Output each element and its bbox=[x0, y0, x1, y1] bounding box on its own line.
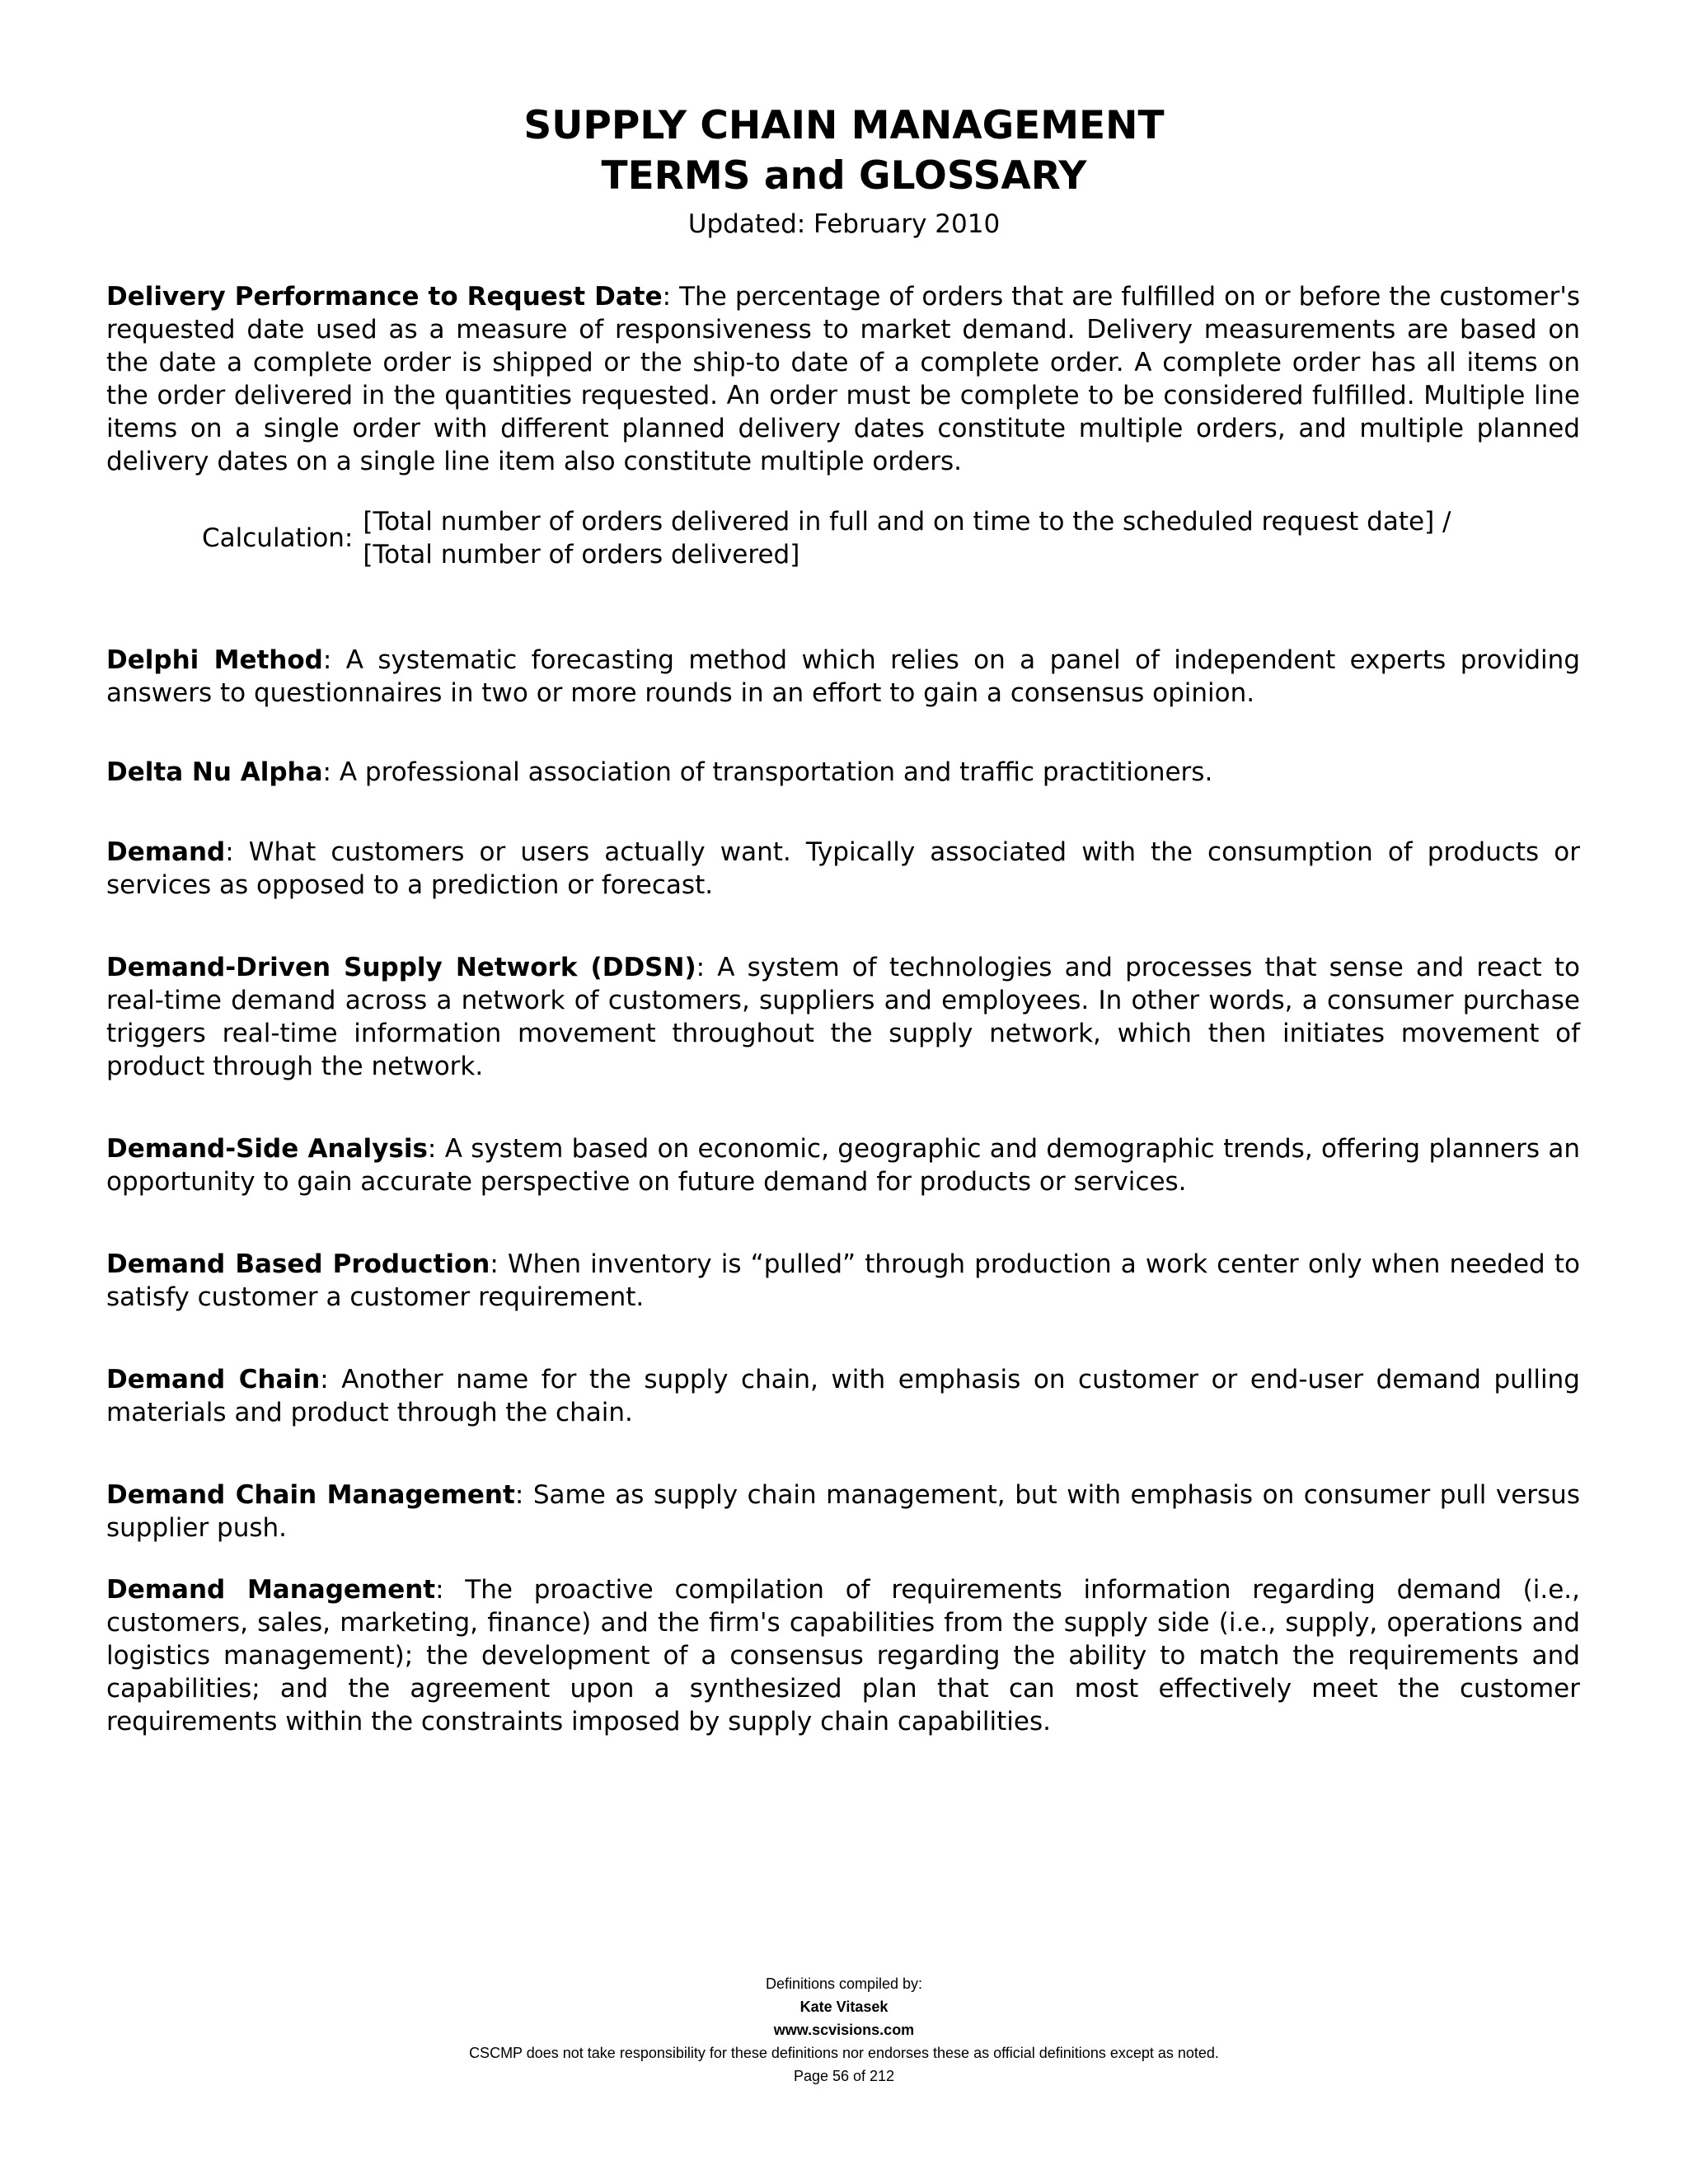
glossary-entry bbox=[106, 280, 1580, 478]
glossary-definition: : A system of technologies and processes that sense and react to real-time demand across a network of customers, suppliers and employees. In other words, a consumer purchase triggers real-time information movement throughout the supply network, which then initiates movement of product through the network. bbox=[106, 953, 1580, 1081]
glossary-entry bbox=[106, 756, 1580, 789]
glossary-term: Delphi Method bbox=[106, 645, 323, 675]
glossary-definition: : Another name for the supply chain, with emphasis on customer or end-user demand pulling materials and product through the chain. bbox=[106, 1365, 1580, 1427]
glossary-term: Demand-Side Analysis bbox=[106, 1134, 428, 1164]
glossary-entry bbox=[106, 644, 1580, 710]
page-footer bbox=[0, 1972, 1688, 2088]
glossary-term: Demand Management bbox=[106, 1575, 436, 1605]
updated-date: Updated: February 2010 bbox=[687, 209, 1001, 239]
glossary-entry bbox=[106, 1363, 1580, 1429]
glossary-term: Delta Nu Alpha bbox=[106, 757, 323, 787]
calculation-formula bbox=[363, 505, 1451, 571]
glossary-term: Demand Based Production bbox=[106, 1249, 490, 1279]
calculation-label: Calculation: bbox=[202, 523, 354, 553]
author-name: Kate Vitasek bbox=[799, 1999, 889, 2015]
glossary-definition: : A system based on economic, geographic and demographic trends, offering planners an opportunity to gain accurate perspective on future demand for products or services. bbox=[106, 1134, 1580, 1197]
website-link: www.scvisions.com bbox=[773, 2022, 915, 2038]
page-title-line1: SUPPLY CHAIN MANAGEMENT bbox=[523, 103, 1165, 148]
calculation-numerator: [Total number of orders delivered in full and on time to the scheduled request date] / bbox=[363, 507, 1451, 537]
glossary-definition: : The proactive compilation of requirements information regarding demand (i.e., customers, sales, marketing, finance) and the firm's capabilities from the supply side (i.e., supply, operations and logistics management); the development of a consensus regarding the ability to match the requirements and capabilities; and the agreement upon a synthesized plan that can most effectively meet the customer requirements within the constraints imposed by supply chain capabilities. bbox=[106, 1575, 1581, 1736]
glossary-term: Demand Chain bbox=[106, 1365, 321, 1394]
calculation-block bbox=[202, 505, 1580, 571]
glossary-definition: : Same as supply chain management, but with emphasis on consumer pull versus supplier push. bbox=[106, 1480, 1580, 1543]
glossary-definition: : A professional association of transportation and traffic practitioners. bbox=[322, 757, 1213, 787]
glossary-entry bbox=[106, 836, 1580, 902]
glossary-term: Delivery Performance to Request Date bbox=[106, 282, 663, 312]
glossary-entry bbox=[106, 1573, 1580, 1738]
compiled-by-label: Definitions compiled by: bbox=[765, 1975, 923, 1992]
glossary-definition: : The percentage of orders that are fulfilled on or before the customer's requested date used as a measure of responsiveness to market demand. Delivery measurements are based on the date a complete order is shipped or the ship-to date of a complete order. A complete order has all items on the order delivered in the quantities requested. An order must be complete to be considered fulfilled. Multiple line items on a single order with different planned delivery dates constitute multiple orders, and multiple planned delivery dates on a single line item also constitute multiple orders. bbox=[106, 282, 1581, 476]
glossary-definition: : A systematic forecasting method which relies on a panel of independent experts providing answers to questionnaires in two or more rounds in an effort to gain a consensus opinion. bbox=[106, 645, 1580, 708]
glossary-entry bbox=[106, 951, 1580, 1083]
glossary-entries bbox=[106, 280, 1580, 1738]
glossary-definition: : When inventory is “pulled” through production a work center only when needed to satisfy customer a customer requirement. bbox=[106, 1249, 1580, 1312]
glossary-entry bbox=[106, 1248, 1580, 1314]
glossary-term: Demand Chain Management bbox=[106, 1480, 515, 1510]
glossary-term: Demand bbox=[106, 837, 226, 867]
glossary-definition: : What customers or users actually want. Typically associated with the consumption of products or services as opposed to a prediction or forecast. bbox=[106, 837, 1580, 900]
glossary-entry bbox=[106, 1479, 1580, 1544]
page-title-line2: TERMS and GLOSSARY bbox=[601, 153, 1087, 199]
page-header bbox=[0, 101, 1688, 241]
disclaimer: CSCMP does not take responsibility for these definitions nor endorses these as official definitions except as noted. bbox=[469, 2045, 1219, 2061]
glossary-term: Demand-Driven Supply Network (DDSN) bbox=[106, 953, 696, 982]
calculation-denominator: [Total number of orders delivered] bbox=[363, 540, 800, 569]
glossary-entry bbox=[106, 1132, 1580, 1198]
page-number: Page 56 of 212 bbox=[793, 2068, 895, 2084]
